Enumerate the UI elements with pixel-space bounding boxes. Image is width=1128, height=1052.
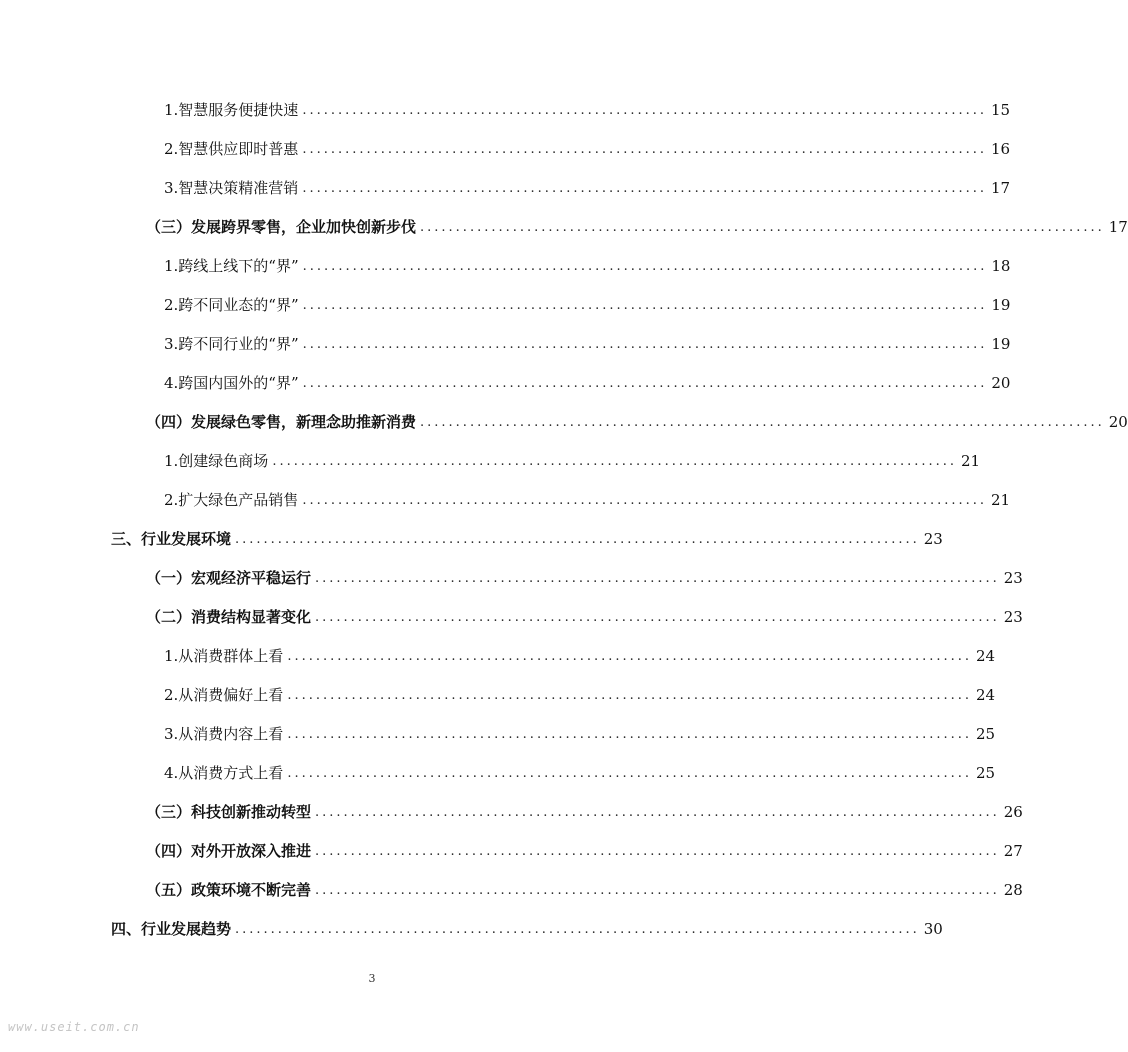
dot-leader: ................................................................................................: [302, 103, 988, 118]
toc-entry[interactable]: [146, 603, 1023, 627]
dot-leader: ................................................................................................: [420, 220, 1105, 235]
toc-entry[interactable]: [146, 408, 1128, 432]
toc-entry-page: 19: [991, 296, 1011, 314]
dot-leader: ................................................................................................: [287, 688, 973, 703]
toc-entry[interactable]: [146, 564, 1023, 588]
toc-entry[interactable]: [146, 213, 1128, 237]
toc-entry-page: 24: [976, 647, 996, 665]
toc-entry[interactable]: [164, 330, 1011, 354]
toc-entry-page: 19: [991, 335, 1011, 353]
toc-entry[interactable]: [164, 720, 996, 744]
toc-entry-label: 4.跨国内国外的“界”: [164, 374, 299, 392]
toc-entry-label: （一）宏观经济平稳运行: [146, 569, 312, 587]
toc-entry[interactable]: [164, 759, 996, 783]
toc-entry-page: 23: [923, 530, 943, 548]
toc-entry-label: 3.从消费内容上看: [164, 725, 284, 743]
toc-entry-page: 21: [991, 491, 1011, 509]
toc-entry-page: 17: [1108, 218, 1128, 236]
toc-entry-page: 26: [1003, 803, 1023, 821]
dot-leader: ................................................................................................: [302, 376, 988, 391]
dot-leader: ................................................................................................: [287, 727, 973, 742]
dot-leader: ................................................................................................: [302, 142, 988, 157]
toc-entry-label: 1.跨线上线下的“界”: [164, 257, 299, 275]
dot-leader: ................................................................................................: [315, 610, 1000, 625]
dot-leader: ................................................................................................: [315, 571, 1000, 586]
toc-entry-label: （三）科技创新推动转型: [146, 803, 312, 821]
toc-entry-page: 25: [976, 764, 996, 782]
toc-entry-page: 23: [1003, 569, 1023, 587]
toc-entry-page: 20: [1108, 413, 1128, 431]
dot-leader: ................................................................................................: [302, 493, 988, 508]
toc-entry-label: 2.智慧供应即时普惠: [164, 140, 299, 158]
toc-entry[interactable]: [164, 291, 1011, 315]
dot-leader: ................................................................................................: [235, 922, 920, 937]
dot-leader: ................................................................................................: [302, 259, 988, 274]
toc-entry-label: 2.跨不同业态的“界”: [164, 296, 299, 314]
dot-leader: ................................................................................................: [272, 454, 958, 469]
toc-entry[interactable]: [111, 525, 943, 549]
toc-entry-label: （四）发展绿色零售，新理念助推新消费: [146, 413, 417, 431]
toc-entry[interactable]: [164, 486, 1011, 510]
toc-entry-page: 23: [1003, 608, 1023, 626]
toc-entry-label: （五）政策环境不断完善: [146, 881, 312, 899]
toc-entry-page: 21: [961, 452, 981, 470]
dot-leader: ................................................................................................: [287, 649, 973, 664]
dot-leader: ................................................................................................: [235, 532, 920, 547]
toc-entry[interactable]: [111, 915, 943, 939]
toc-entry[interactable]: [164, 135, 1011, 159]
dot-leader: ................................................................................................: [302, 181, 988, 196]
toc-entry-page: 18: [991, 257, 1011, 275]
toc-entry[interactable]: [164, 447, 981, 471]
toc-entry[interactable]: [146, 798, 1023, 822]
dot-leader: ................................................................................................: [302, 337, 988, 352]
toc-entry-label: （三）发展跨界零售，企业加快创新步伐: [146, 218, 417, 236]
toc-entry-label: 1.智慧服务便捷快速: [164, 101, 299, 119]
toc-entry-label: 1.创建绿色商场: [164, 452, 269, 470]
toc-entry-page: 24: [976, 686, 996, 704]
toc-entry-label: （二）消费结构显著变化: [146, 608, 312, 626]
dot-leader: ................................................................................................: [315, 844, 1000, 859]
toc-entry-label: 三、行业发展环境: [111, 530, 232, 548]
toc-entry-page: 30: [923, 920, 943, 938]
toc-entry[interactable]: [164, 174, 1011, 198]
toc-entry-label: 2.扩大绿色产品销售: [164, 491, 299, 509]
toc-entry-page: 25: [976, 725, 996, 743]
toc-entry-page: 17: [991, 179, 1011, 197]
toc-entry[interactable]: [146, 876, 1023, 900]
dot-leader: ................................................................................................: [287, 766, 973, 781]
toc-entry-page: 20: [991, 374, 1011, 392]
toc-entry-label: 4.从消费方式上看: [164, 764, 284, 782]
toc-entry-page: 16: [991, 140, 1011, 158]
toc-entry[interactable]: [164, 369, 1011, 393]
toc-entry-label: （四）对外开放深入推进: [146, 842, 312, 860]
dot-leader: ................................................................................................: [420, 415, 1105, 430]
toc-entry-label: 3.智慧决策精准营销: [164, 179, 299, 197]
toc-entry[interactable]: [164, 681, 996, 705]
dot-leader: ................................................................................................: [315, 883, 1000, 898]
toc-entry-label: 四、行业发展趋势: [111, 920, 232, 938]
toc-entry-page: 27: [1003, 842, 1023, 860]
dot-leader: ................................................................................................: [315, 805, 1000, 820]
toc-entry[interactable]: [164, 642, 996, 666]
dot-leader: ................................................................................................: [302, 298, 988, 313]
toc-entry[interactable]: [164, 252, 1011, 276]
page-number: 3: [368, 972, 376, 985]
toc-entry[interactable]: [164, 96, 1011, 120]
toc-entry-label: 2.从消费偏好上看: [164, 686, 284, 704]
toc-entry-page: 15: [991, 101, 1011, 119]
watermark-text: www.useit.com.cn: [8, 1020, 140, 1034]
toc-entry-page: 28: [1003, 881, 1023, 899]
toc-entry-label: 3.跨不同行业的“界”: [164, 335, 299, 353]
toc-entry-label: 1.从消费群体上看: [164, 647, 284, 665]
toc-entry[interactable]: [146, 837, 1023, 861]
